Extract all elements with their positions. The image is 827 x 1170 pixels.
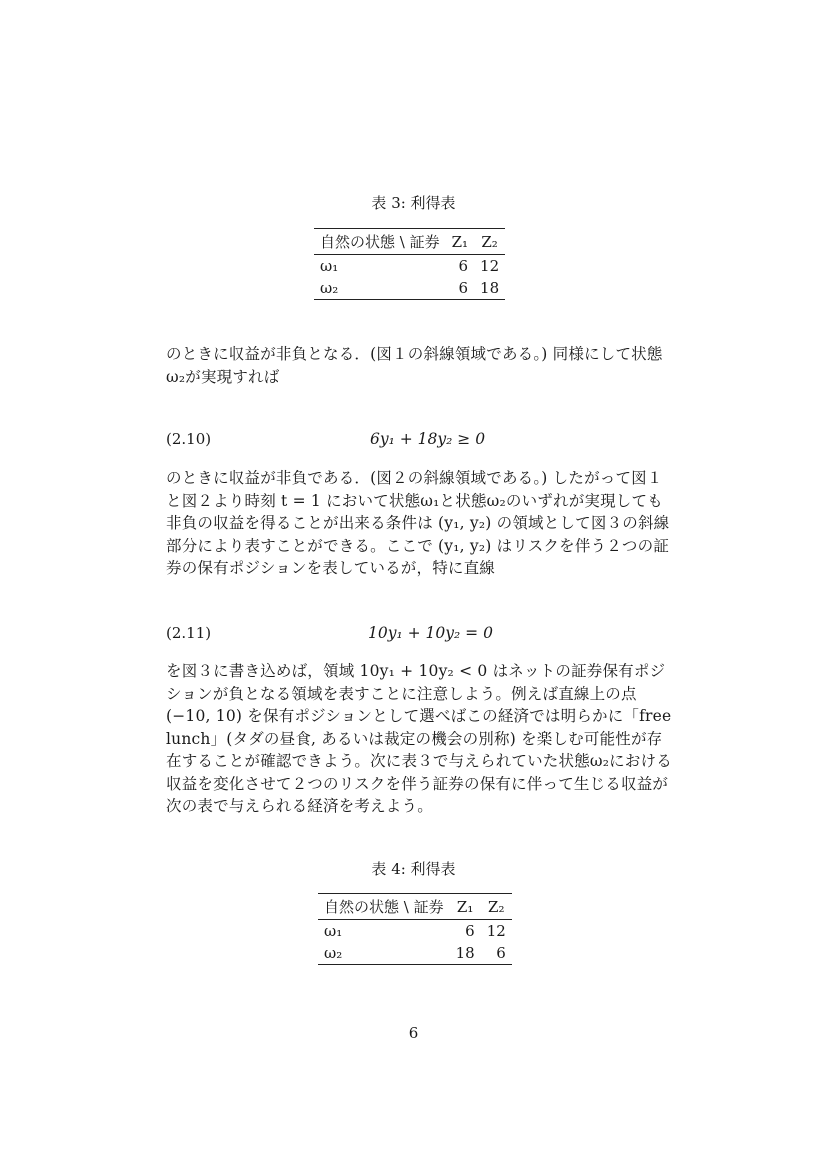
table4-header-z1: Z₁ xyxy=(456,897,474,916)
table-row xyxy=(314,277,505,300)
table3-header-z1: Z₁ xyxy=(451,232,469,251)
page-number: 6 xyxy=(408,1024,419,1042)
table-row xyxy=(318,942,512,965)
table-row xyxy=(314,255,505,278)
equation-number-2-10: (2.10) xyxy=(166,430,212,448)
paragraph-2: のときに収益が非負である．(図２の斜線領域である。) したがって図１と図２より時刻 t = 1 において状態ω₁と状態ω₂のいずれが実現しても非負の収益を得ることが出来る条件は (y₁, y₂) の領域として図３の斜線部分により表すことができる。ここで (y₁, y₂) はリスクを伴う２つの証券の保有ポジションを表しているが，特に直線 xyxy=(166,469,670,577)
table3-row1-state: ω₁ xyxy=(320,257,339,275)
table3-row1-z1: 6 xyxy=(458,257,469,275)
paragraph-1: のときに収益が非負となる．(図１の斜線領域である。) 同様にして状態ω₂が実現すれば xyxy=(166,345,663,386)
table3-row2-z2: 18 xyxy=(480,279,500,297)
table3-row2-z1: 6 xyxy=(458,279,469,297)
table4-row2-z2: 6 xyxy=(496,944,506,962)
table3 xyxy=(314,228,505,300)
table3-caption: 表 3: 利得表 xyxy=(371,194,456,212)
table4 xyxy=(318,893,512,965)
table4-header-row xyxy=(318,894,512,920)
table3-row2-state: ω₂ xyxy=(320,279,339,297)
table-row xyxy=(318,920,512,943)
table4-row1-state: ω₁ xyxy=(324,922,343,940)
table3-header-row xyxy=(314,229,505,255)
equation-number-2-11: (2.11) xyxy=(166,624,212,642)
table4-row2-state: ω₂ xyxy=(324,944,343,962)
table4-row1-z2: 12 xyxy=(486,922,506,940)
table3-header-state: 自然の状態 \ 証券 xyxy=(320,233,440,251)
table3-header-z2: Z₂ xyxy=(481,232,498,251)
equation-2-11: 10y₁ + 10y₂ = 0 xyxy=(368,624,493,642)
table4-header-z2: Z₂ xyxy=(488,897,505,916)
paragraph-3: を図３に書き込めば，領域 10y₁ + 10y₂ < 0 はネットの証券保有ポジションが負となる領域を表すことに注意しよう。例えば直線上の点 (−10, 10) を保有ポジションとして選べばこの経済では明らかに「free lunch」(タダの昼食, あるいは裁定の機会の別称) を楽しむ可能性が存在することが確認できよう。次に表３で与えられていた状態ω₂における収益を変化させて２つのリスクを伴う証券の保有に伴って生じる収益が次の表で与えられる経済を考えよう。 xyxy=(166,662,672,815)
table4-row2-z1: 18 xyxy=(455,944,475,962)
table4-row1-z1: 6 xyxy=(465,922,475,940)
table3-row1-z2: 12 xyxy=(480,257,500,275)
table4-header-state: 自然の状態 \ 証券 xyxy=(324,898,444,916)
equation-2-10: 6y₁ + 18y₂ ≥ 0 xyxy=(370,430,486,448)
table4-caption: 表 4: 利得表 xyxy=(371,860,456,878)
